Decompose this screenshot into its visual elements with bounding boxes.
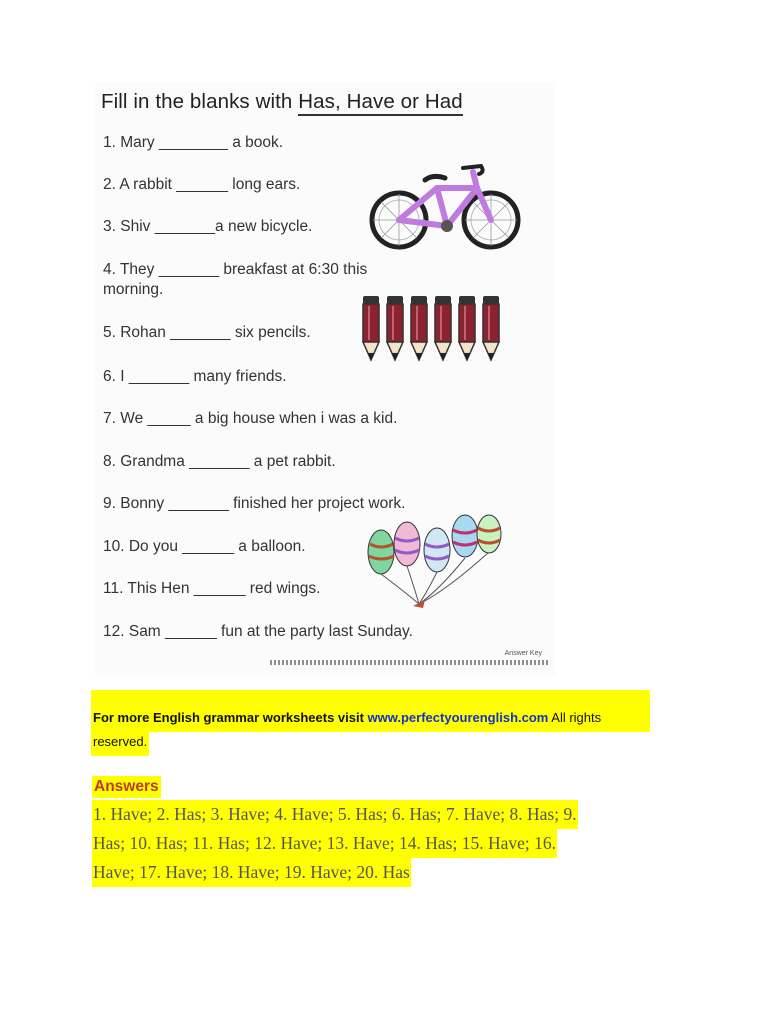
bicycle-illustration bbox=[367, 158, 525, 254]
question-4-cont: morning. bbox=[103, 281, 164, 298]
question-6: 6. I _______ many friends. bbox=[103, 368, 287, 385]
question-2: 2. A rabbit ______ long ears. bbox=[103, 176, 301, 193]
question-10: 10. Do you ______ a balloon. bbox=[103, 538, 306, 555]
worksheet-image bbox=[95, 82, 555, 677]
answer-key-label: Answer Key bbox=[504, 650, 542, 657]
question-7: 7. We _____ a big house when i was a kid. bbox=[103, 410, 398, 427]
question-4: 4. They _______ breakfast at 6:30 this bbox=[103, 261, 368, 278]
question-12: 12. Sam ______ fun at the party last Sunday. bbox=[103, 623, 413, 640]
balloons-illustration bbox=[365, 514, 505, 614]
question-1: 1. Mary ________ a book. bbox=[103, 134, 284, 151]
promo-tail-line: reserved. bbox=[91, 732, 149, 756]
answers-line-3: Have; 17. Have; 18. Have; 19. Have; 20. Has bbox=[92, 858, 411, 887]
answers-line-1: 1. Have; 2. Has; 3. Have; 4. Have; 5. Has; 6. Has; 7. Have; 8. Has; 9. bbox=[92, 800, 578, 829]
worksheet-title bbox=[101, 90, 463, 114]
question-11: 11. This Hen ______ red wings. bbox=[103, 580, 321, 597]
answer-key-strip bbox=[270, 650, 550, 668]
question-3: 3. Shiv _______a new bicycle. bbox=[103, 218, 313, 235]
answers-heading: Answers bbox=[92, 776, 161, 798]
answers-line-2: Has; 10. Has; 11. Has; 12. Have; 13. Have; 14. Has; 15. Have; 16. bbox=[92, 829, 557, 858]
answers-body bbox=[92, 800, 672, 887]
title-highlight: Has, Have or Had bbox=[298, 90, 463, 116]
promo-link[interactable]: www.perfectyourenglish.com bbox=[367, 710, 549, 725]
promo-line bbox=[91, 690, 650, 732]
pencils-illustration bbox=[361, 294, 509, 364]
question-9: 9. Bonny _______ finished her project work. bbox=[103, 495, 406, 512]
promo-tail: All rights bbox=[548, 710, 602, 725]
question-8: 8. Grandma _______ a pet rabbit. bbox=[103, 453, 336, 470]
question-5: 5. Rohan _______ six pencils. bbox=[103, 324, 311, 341]
title-prefix: Fill in the blanks with bbox=[101, 90, 299, 113]
answer-key-line bbox=[270, 660, 550, 665]
promo-bold-text: For more English grammar worksheets visit bbox=[93, 710, 368, 725]
